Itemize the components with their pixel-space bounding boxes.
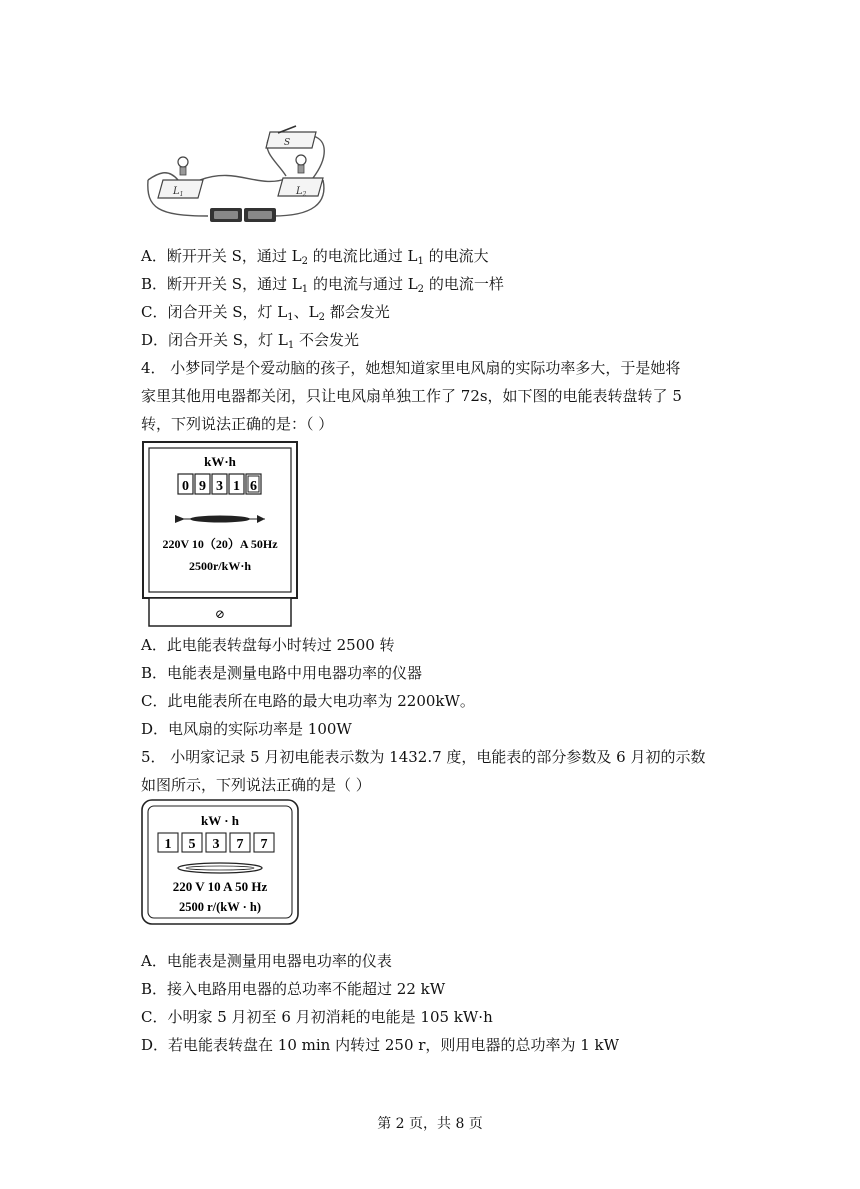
q4-option-a[interactable]: A．此电能表转盘每小时转过 2500 转 bbox=[141, 636, 395, 654]
q5-meter-unit: kW · h bbox=[200, 813, 240, 828]
q5-meter-rev: 2500 r/(kW · h) bbox=[178, 900, 262, 914]
q5-digit: 3 bbox=[212, 837, 220, 852]
q4-meter-digits bbox=[178, 474, 261, 494]
lamp2-label: $L_2$ bbox=[296, 186, 307, 198]
q5-option-c[interactable]: C．小明家 5 月初至 6 月初消耗的电能是 105 kW·h bbox=[141, 1008, 493, 1026]
q5-stem-line-1: 5． 小明家记录 5 月初电能表示数为 1432.7 度，电能表的部分参数及 6 月初的示数 bbox=[141, 748, 706, 766]
q5-option-d[interactable]: D．若电能表转盘在 10 min 内转过 250 r，则用电器的总功率为 1 kW bbox=[141, 1036, 620, 1054]
q5-option-a[interactable]: A．电能表是测量用电器电功率的仪表 bbox=[141, 952, 392, 970]
q5-rotor-disc-icon bbox=[178, 863, 262, 873]
q4-option-d[interactable]: D．电风扇的实际功率是 100W bbox=[141, 720, 352, 738]
switch-label: S bbox=[284, 138, 291, 148]
q3-option-d[interactable]: D．闭合开关 S，灯 $L_1$ 不会发光 bbox=[141, 331, 359, 351]
q5-meter-spec: 220 V 10 A 50 Hz bbox=[172, 879, 268, 894]
q4-digit: 3 bbox=[216, 479, 223, 494]
q4-digit: 6 bbox=[250, 479, 257, 494]
q3-option-a[interactable]: A．断开开关 S，通过 $L_2$ 的电流比通过 $L_1$ 的电流大 bbox=[141, 247, 489, 267]
q4-meter-rev: 2500r/kW·h bbox=[188, 559, 252, 573]
q4-digit: 9 bbox=[199, 479, 206, 494]
circuit-diagram bbox=[138, 118, 338, 228]
lamp1-label: $L_1$ bbox=[173, 186, 184, 198]
q3-option-b[interactable]: B．断开开关 S，通过 $L_1$ 的电流与通过 $L_2$ 的电流一样 bbox=[141, 275, 504, 295]
q5-energy-meter bbox=[140, 798, 302, 928]
q3-option-c[interactable]: C．闭合开关 S，灯 $L_1$、$L_2$ 都会发光 bbox=[141, 303, 390, 323]
q5-option-b[interactable]: B．接入电路用电器的总功率不能超过 22 kW bbox=[141, 980, 446, 998]
q4-option-b[interactable]: B．电能表是测量电路中用电器功率的仪器 bbox=[141, 664, 423, 682]
q5-digit: 1 bbox=[164, 837, 172, 852]
q5-digit: 5 bbox=[188, 837, 196, 852]
q5-digit: 7 bbox=[260, 837, 268, 852]
page-footer: 第 2 页，共 8 页 bbox=[377, 1116, 483, 1132]
q4-meter-spec: 220V 10（20）A 50Hz bbox=[162, 537, 278, 551]
q4-stem-line-1: 4． 小梦同学是个爱动脑的孩子，她想知道家里电风扇的实际功率多大，于是她将 bbox=[141, 359, 681, 377]
q4-digit: 0 bbox=[182, 479, 189, 494]
q4-stem-line-2: 家里其他用电器都关闭，只让电风扇单独工作了 72s，如下图的电能表转盘转了 5 bbox=[141, 387, 682, 405]
q4-option-c[interactable]: C．此电能表所在电路的最大电功率为 2200kW。 bbox=[141, 692, 475, 710]
q5-meter-digits bbox=[158, 833, 274, 852]
q5-stem-line-2: 如图所示，下列说法正确的是（ ） bbox=[141, 776, 371, 794]
q4-meter-terminal-icon: ⊘ bbox=[214, 607, 226, 621]
q4-stem-line-3: 转，下列说法正确的是：（ ） bbox=[141, 415, 334, 433]
q4-digit: 1 bbox=[233, 479, 240, 494]
q4-energy-meter bbox=[140, 440, 300, 628]
q5-digit: 7 bbox=[236, 837, 244, 852]
q4-meter-unit: kW·h bbox=[204, 454, 236, 469]
